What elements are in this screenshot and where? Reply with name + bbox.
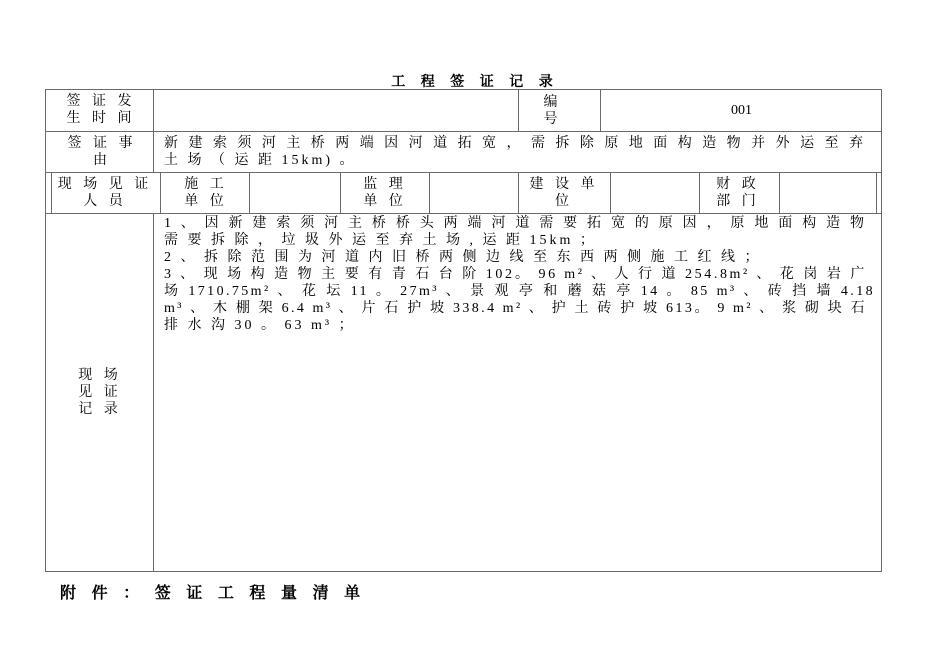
reason-line-1: 新 建 索 须 河 主 桥 两 端 因 河 道 拓 宽 ， 需 拆 除 原 地 面 构 造 物 并 外 运 至 弃 xyxy=(164,136,866,151)
supervision-unit-label: 监 理 单 位 xyxy=(363,177,407,209)
record-line-7: 排 水 沟 30 。 63 m³ ； xyxy=(164,318,356,333)
owner-unit-label: 建 设 单 位 xyxy=(529,177,599,209)
number-value: 001 xyxy=(731,103,752,118)
reason-label: 签 证 事 由 xyxy=(67,136,137,168)
date-label: 签 证 发 生 时 间 xyxy=(66,94,136,126)
reason-line-2: 土 场 （ 运 距 15km) 。 xyxy=(164,153,357,168)
finance-dept-label: 财 政 部 门 xyxy=(716,177,760,209)
document-title: 工 程 签 证 记 录 xyxy=(391,75,559,90)
record-line-3: 2 、 拆 除 范 围 为 河 道 内 旧 桥 两 侧 边 线 至 东 西 两 侧 施 工 红 线 ； xyxy=(164,250,762,265)
record-line-5: 场 1710.75m² 、 花 坛 11 。 27m³ 、 景 观 亭 和 蘑 菇 亭 14 。 85 m³ 、 砖 挡 墙 4.18 xyxy=(164,284,875,299)
record-line-2: 需 要 拆 除 ， 垃 圾 外 运 至 弃 土 场 , 运 距 15km ； xyxy=(164,233,597,248)
date-value-cell[interactable] xyxy=(154,90,518,131)
number-label: 编 号 xyxy=(543,94,576,127)
record-line-4: 3 、 现 场 构 造 物 主 要 有 青 石 台 阶 102。 96 m² 、 人 行 道 254.8m² 、 花 岗 岩 广 xyxy=(164,267,867,282)
witness-label: 现 场 见 证 人 员 xyxy=(57,177,153,209)
construction-unit-label: 施 工 单 位 xyxy=(184,177,228,209)
record-line-1: 1 、 因 新 建 索 须 河 主 桥 桥 头 两 端 河 道 需 要 拓 宽 的 原 因 ， 原 地 面 构 造 物 xyxy=(164,216,867,231)
attachment-note: 附 件 ： 签 证 工 程 量 清 单 xyxy=(60,583,366,602)
record-line-6: m³ 、 木 棚 架 6.4 m³ 、 片 石 护 坡 338.4 m² 、 护 土 砖 护 坡 613。 9 m² 、 浆 砌 块 石 xyxy=(164,301,867,316)
owner-unit-value[interactable] xyxy=(611,173,699,213)
finance-dept-value[interactable] xyxy=(780,173,876,213)
supervision-unit-value[interactable] xyxy=(430,173,518,213)
record-label: 现 场 见 证 记 录 xyxy=(78,367,122,417)
construction-unit-value[interactable] xyxy=(250,173,340,213)
